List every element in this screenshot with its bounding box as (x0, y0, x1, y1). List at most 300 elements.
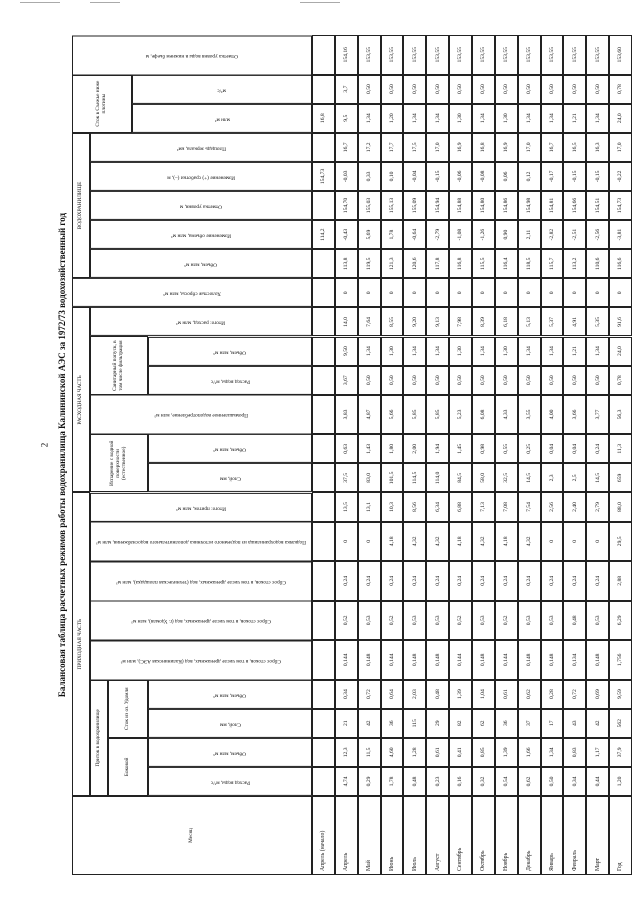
table-cell (312, 434, 335, 463)
table-cell: 56,3 (609, 395, 632, 435)
table-cell: 1,20 (381, 104, 404, 133)
table-cell: 1,30 (495, 104, 518, 133)
lateral-header: Боковой (108, 738, 148, 796)
table-cell: 0,144 (495, 640, 518, 680)
table-cell: 0,12 (518, 162, 541, 191)
table-cell: 0 (586, 278, 609, 307)
table-cell: 0 (586, 522, 609, 562)
table-cell: 154,73 (609, 191, 632, 220)
table-cell: 0,24 (335, 561, 358, 601)
table-cell: 0,85 (472, 738, 495, 767)
table-cell: 0,50 (426, 75, 449, 104)
table-cell (312, 561, 335, 601)
table-cell: 154,73 (312, 162, 335, 191)
table-cell: 0,144 (381, 640, 404, 680)
evaporation-group-header: Испарение с водной поверхности (естественное) (90, 434, 148, 492)
table-cell: 116,4 (495, 249, 518, 278)
table-cell: -0,22 (609, 162, 632, 191)
table-cell: 82 (449, 709, 472, 738)
table-cell: 0,54 (495, 767, 518, 796)
table-cell: 153,55 (449, 35, 472, 75)
table-cell: 0,44 (586, 767, 609, 796)
table-cell: 0,10 (381, 162, 404, 191)
row-month-label: Февраль (563, 796, 586, 875)
table-cell: 9,50 (335, 337, 358, 366)
table-cell: 11,5 (358, 738, 381, 767)
table-cell: 0,29 (358, 767, 381, 796)
table-cell: 0,148 (472, 640, 495, 680)
table-cell: 1,43 (358, 434, 381, 463)
table-cell: 0,63 (335, 434, 358, 463)
table-cell: 36 (495, 709, 518, 738)
table-cell: 5,23 (449, 395, 472, 435)
table-cell: 153,55 (563, 35, 586, 75)
table-cell: 16,3 (586, 133, 609, 162)
lake-flow-header: Сток из оз. Удомля (108, 680, 148, 738)
table-cell: 115,5 (472, 249, 495, 278)
row-month-label: Май (358, 796, 381, 875)
discharge-aes-header: Сброс стоков, в том числе дренажных, вод (Калининская АЭС), млн м³ (90, 640, 312, 680)
table-cell: 7,08 (495, 492, 518, 521)
table-cell: 42 (358, 709, 381, 738)
table-cell: 2,79 (586, 492, 609, 521)
table-cell: 3,67 (335, 366, 358, 395)
table-cell: 0,48 (426, 680, 449, 709)
table-cell: 0,53 (472, 601, 495, 641)
table-cell: 0,50 (403, 75, 426, 104)
table-cell (312, 278, 335, 307)
dam-v-header: млн м³ (132, 104, 312, 133)
table-cell: 153,55 (586, 35, 609, 75)
table-cell: 1,66 (518, 738, 541, 767)
table-cell: 120,6 (403, 249, 426, 278)
table-cell: 9,13 (426, 307, 449, 336)
table-cell: 9,5 (335, 104, 358, 133)
table-cell: 4,74 (335, 767, 358, 796)
table-cell: 4,32 (518, 522, 541, 562)
table-cell (312, 307, 335, 336)
table-cell: 4,18 (495, 522, 518, 562)
table-cell: 154,88 (449, 191, 472, 220)
table-cell: 84,5 (449, 463, 472, 492)
table-cell: -2,82 (541, 220, 564, 249)
idle-spill-header: Холостые сбросы, млн м³ (72, 278, 312, 307)
table-cell: 1,78 (381, 767, 404, 796)
table-cell: 16,8 (472, 133, 495, 162)
table-cell: 1,34 (541, 104, 564, 133)
table-cell: 1,45 (449, 434, 472, 463)
table-cell: 0,72 (358, 680, 381, 709)
table-cell: 14,0 (335, 307, 358, 336)
table-cell: 114,5 (403, 463, 426, 492)
table-cell: 0,61 (426, 738, 449, 767)
table-cell: 0 (403, 278, 426, 307)
row-month-label: Сентябрь (449, 796, 472, 875)
table-cell: 114,0 (426, 463, 449, 492)
table-cell: 0 (358, 522, 381, 562)
table-cell: 0 (563, 522, 586, 562)
table-cell: 153,55 (541, 35, 564, 75)
table-cell: 10,3 (381, 492, 404, 521)
table-cell: 8,55 (381, 307, 404, 336)
table-cell: 1,80 (381, 434, 404, 463)
sanitary-v-header: Объем, млн м³ (148, 337, 312, 366)
table-cell: 1,34 (358, 104, 381, 133)
table-cell: 1,20 (609, 767, 632, 796)
table-cell: 1,34 (426, 337, 449, 366)
table-cell: 29 (426, 709, 449, 738)
sanitary-group-header: Санитарный попуск, в том числе фильтрация (90, 337, 148, 395)
table-cell: 5,69 (358, 220, 381, 249)
table-cell: 5,35 (586, 307, 609, 336)
table-cell: 1,17 (586, 738, 609, 767)
table-cell: 153,55 (358, 35, 381, 75)
table-cell: 0,48 (403, 767, 426, 796)
table-cell (312, 249, 335, 278)
table-cell: 0,41 (449, 738, 472, 767)
table-cell: 0 (541, 522, 564, 562)
table-cell: 1,756 (609, 640, 632, 680)
table-cell (312, 75, 335, 104)
feed-header: Подкачка водохранилища из подземного источника дополнительного водоснабжения, млн м³ (90, 522, 312, 562)
table-cell: 0 (381, 278, 404, 307)
lake-runoff-header: Слой, мм (148, 709, 312, 738)
table-cell: 118,5 (518, 249, 541, 278)
table-cell: -0,04 (403, 162, 426, 191)
table-cell: 0,90 (495, 220, 518, 249)
table-cell: 7,13 (472, 492, 495, 521)
table-cell: 1,04 (472, 680, 495, 709)
table-cell: 0,55 (495, 434, 518, 463)
table-cell: 4,60 (381, 738, 404, 767)
table-cell: 12,3 (335, 738, 358, 767)
table-cell: 110,6 (586, 249, 609, 278)
table-cell: 37,9 (609, 738, 632, 767)
table-cell: 0,24 (586, 434, 609, 463)
table-cell: 1,34 (518, 104, 541, 133)
table-cell: 0,53 (541, 601, 564, 641)
table-cell: 0,24 (586, 561, 609, 601)
table-cell: 659 (609, 463, 632, 492)
table-cell: 0,48 (563, 601, 586, 641)
table-cell: 1,94 (426, 434, 449, 463)
table-cell (312, 601, 335, 641)
table-cell: 0,52 (495, 601, 518, 641)
table-cell (312, 463, 335, 492)
table-cell: 0,50 (381, 366, 404, 395)
table-cell: 9,20 (403, 307, 426, 336)
table-cell: 0,62 (518, 680, 541, 709)
table-cell: 0 (495, 278, 518, 307)
table-cell: 3,66 (563, 395, 586, 435)
table-cell: 1,21 (563, 104, 586, 133)
table-cell: 101,5 (381, 463, 404, 492)
table-cell: 0,53 (403, 601, 426, 641)
table-cell: 0,50 (472, 75, 495, 104)
table-cell: 154,98 (518, 191, 541, 220)
industrial-header: Промышленное водопотребление, млн м³ (90, 395, 312, 435)
table-cell: 155,09 (403, 191, 426, 220)
table-cell: 153,55 (518, 35, 541, 75)
table-cell: -0,06 (449, 162, 472, 191)
month-header: Месяц (72, 796, 312, 875)
table-cell: 6,18 (495, 307, 518, 336)
table-cell: 5,66 (381, 395, 404, 435)
table-cell: 0,34 (563, 767, 586, 796)
table-cell: -0,15 (563, 162, 586, 191)
row-month-label: Октябрь (472, 796, 495, 875)
table-cell: 0,50 (586, 366, 609, 395)
table-cell: 154,16 (335, 35, 358, 75)
table-cell: 2,03 (403, 680, 426, 709)
table-cell: 154,94 (426, 191, 449, 220)
table-cell (312, 738, 335, 767)
dam-group-header: Сток в Съежье ниже плотины (72, 75, 132, 133)
table-cell: 1,34 (358, 337, 381, 366)
table-cell: 2,11 (518, 220, 541, 249)
table-cell: 1,21 (563, 337, 586, 366)
table-cell: 0,50 (495, 75, 518, 104)
table-cell: 0,50 (403, 366, 426, 395)
inflow-total-header: Итого: приток, млн м³ (90, 492, 312, 521)
table-cell: -0,15 (586, 162, 609, 191)
table-cell: 37,5 (335, 463, 358, 492)
table-cell: 0,78 (609, 366, 632, 395)
table-cell: 0 (358, 278, 381, 307)
table-cell: 119,5 (358, 249, 381, 278)
table-cell: 0,148 (586, 640, 609, 680)
table-cell: -0,64 (403, 220, 426, 249)
table-cell: 13,1 (358, 492, 381, 521)
table-cell: 0,24 (358, 561, 381, 601)
table-cell: 3,83 (335, 395, 358, 435)
table-cell: 0,06 (495, 162, 518, 191)
table-cell: 5,37 (541, 307, 564, 336)
table-cell: 1,30 (381, 337, 404, 366)
volume-header: Объем, млн м³ (90, 249, 312, 278)
table-cell: 121,3 (381, 249, 404, 278)
inflow-part-header: ПРИХОДНАЯ ЧАСТЬ (72, 492, 90, 796)
table-cell: 3,77 (586, 395, 609, 435)
table-cell: 0,50 (426, 366, 449, 395)
table-cell: 7,98 (449, 307, 472, 336)
table-cell: 153,55 (381, 35, 404, 75)
table-cell: -1,26 (472, 220, 495, 249)
table-cell: 0,24 (541, 561, 564, 601)
table-cell: 115,7 (541, 249, 564, 278)
row-month-label: Год (609, 796, 632, 875)
table-cell (312, 522, 335, 562)
table-cell: 4,00 (541, 395, 564, 435)
table-cell: 0,62 (518, 767, 541, 796)
table-cell: 0,50 (563, 366, 586, 395)
table-cell: 16,8 (312, 104, 335, 133)
table-cell (312, 191, 335, 220)
table-cell: 153,55 (403, 35, 426, 75)
row-month-label: Март (586, 796, 609, 875)
table-cell: 116,8 (449, 249, 472, 278)
table-cell: 42 (586, 709, 609, 738)
evaporation-mm-header: Слой, мм (148, 463, 312, 492)
table-cell: 1,39 (449, 680, 472, 709)
table-cell: 154,81 (541, 191, 564, 220)
table-cell: 4,32 (472, 522, 495, 562)
table-cell: 16,7 (335, 133, 358, 162)
table-cell: -0,03 (335, 162, 358, 191)
table-cell: 2,88 (609, 561, 632, 601)
table-cell (312, 337, 335, 366)
table-cell: 0,64 (381, 680, 404, 709)
table-cell: 0,24 (472, 561, 495, 601)
table-cell: 0,24 (426, 561, 449, 601)
table-cell: 0,148 (403, 640, 426, 680)
table-cell: 2,56 (541, 492, 564, 521)
table-cell: 32,5 (495, 463, 518, 492)
balance-table (72, 35, 632, 875)
table-cell (312, 709, 335, 738)
table-cell: 0 (609, 278, 632, 307)
table-cell: 0,69 (586, 680, 609, 709)
row-month-label: Декабрь (518, 796, 541, 875)
table-cell: -3,81 (609, 220, 632, 249)
table-cell: 113,2 (563, 249, 586, 278)
table-cell: 5,85 (403, 395, 426, 435)
table-cell (312, 35, 335, 75)
table-cell: 2,3 (541, 463, 564, 492)
table-cell: 0,148 (426, 640, 449, 680)
table-cell: 4,87 (358, 395, 381, 435)
table-cell: 4,33 (495, 395, 518, 435)
table-cell: 1,34 (541, 337, 564, 366)
table-cell: 0,53 (358, 601, 381, 641)
table-cell: 0,04 (541, 434, 564, 463)
table-cell: 5,85 (426, 395, 449, 435)
lateral-v-header: Объем, млн м³ (148, 738, 312, 767)
table-cell: 3,55 (518, 395, 541, 435)
table-cell (312, 767, 335, 796)
table-cell: 0,144 (449, 640, 472, 680)
row-month-label: Январь (541, 796, 564, 875)
table-cell: 0,28 (541, 680, 564, 709)
table-cell: -1,08 (449, 220, 472, 249)
table-cell: 0,148 (541, 640, 564, 680)
table-cell: 1,30 (449, 104, 472, 133)
table-cell: 0,50 (541, 767, 564, 796)
table-cell: 0,24 (518, 561, 541, 601)
row-month-label: Апрель (335, 796, 358, 875)
table-cell: 4,32 (403, 522, 426, 562)
table-cell: -0,43 (335, 220, 358, 249)
table-cell: 6,29 (609, 601, 632, 641)
downstream-level-header: Отметка уровня воды в нижнем бьефе, м (72, 35, 312, 75)
table-cell: 154,66 (563, 191, 586, 220)
table-cell: -2,56 (586, 220, 609, 249)
table-cell: 21 (335, 709, 358, 738)
table-cell: 0,50 (541, 75, 564, 104)
document-title: Балансовая таблица расчетных режимов работы водохранилища Калининской АЭС за 1972/73 водохозяйственный год (57, 212, 67, 698)
table-cell: 17,7 (381, 133, 404, 162)
table-cell: 2,00 (403, 434, 426, 463)
table-cell: 1,39 (495, 738, 518, 767)
table-cell: 4,32 (426, 522, 449, 562)
table-cell: 153,55 (472, 35, 495, 75)
table-cell: 0,24 (495, 561, 518, 601)
table-cell: 0 (563, 278, 586, 307)
table-cell: 562 (609, 709, 632, 738)
table-cell: 0,34 (335, 680, 358, 709)
table-cell (312, 133, 335, 162)
level-change-header: Изменение (+) сработки (–), м (90, 162, 312, 191)
table-cell: 1,34 (541, 738, 564, 767)
table-cell: 0 (518, 278, 541, 307)
table-cell: -2,79 (426, 220, 449, 249)
table-cell: 154,51 (586, 191, 609, 220)
table-cell: 13,5 (335, 492, 358, 521)
rotated-document (52, 35, 640, 875)
table-cell: 37 (518, 709, 541, 738)
table-cell: 14,5 (518, 463, 541, 492)
table-cell: 17 (541, 709, 564, 738)
table-cell: 83,0 (358, 463, 381, 492)
row-month-label: Июнь (381, 796, 404, 875)
table-cell: 1,78 (381, 220, 404, 249)
table-cell: 16,9 (495, 133, 518, 162)
table-cell: 11,3 (609, 434, 632, 463)
table-cell: 154,70 (335, 191, 358, 220)
table-cell: 4,18 (381, 522, 404, 562)
table-cell: 8,56 (403, 492, 426, 521)
discharge-tech-header: Сброс стоков, в том числе дренажных, вод (техническая площадка), млн м³ (90, 561, 312, 601)
outflow-total-header: Итого: расход, млн м³ (90, 307, 312, 336)
table-cell: 1,34 (586, 337, 609, 366)
volume-change-header: Изменение объема, млн м³ (90, 220, 312, 249)
table-cell: 0,24 (563, 561, 586, 601)
table-cell: 0,148 (518, 640, 541, 680)
table-cell: 16,9 (449, 133, 472, 162)
row-month-label: Июль (403, 796, 426, 875)
table-cell: 0,72 (563, 680, 586, 709)
lateral-q-header: Расход воды, м³/с (148, 767, 312, 796)
table-cell: 0,50 (495, 366, 518, 395)
sanitary-q-header: Расход воды, м³/с (148, 366, 312, 395)
row-month-label: Апрель (начало) (312, 796, 335, 875)
table-cell: 0 (335, 278, 358, 307)
table-cell: 4,91 (563, 307, 586, 336)
table-cell: 36 (381, 709, 404, 738)
table-cell: 153,60 (609, 35, 632, 75)
table-cell: 0,50 (518, 366, 541, 395)
dam-q-header: м³/с (132, 75, 312, 104)
table-cell: 16,5 (563, 133, 586, 162)
table-cell: 153,55 (495, 35, 518, 75)
table-cell: 153,55 (426, 35, 449, 75)
table-cell: 62 (472, 709, 495, 738)
table-cell (312, 640, 335, 680)
table-cell: 0,25 (518, 434, 541, 463)
table-cell: 0,24 (449, 561, 472, 601)
table-cell: 0,50 (518, 75, 541, 104)
table-cell (312, 395, 335, 435)
table-cell: 155,13 (381, 191, 404, 220)
table-cell: 154,80 (472, 191, 495, 220)
table-cell: 0,52 (449, 601, 472, 641)
table-cell: 0,61 (495, 680, 518, 709)
table-cell: 1,34 (472, 337, 495, 366)
table-cell: 0,53 (518, 601, 541, 641)
table-cell: -2,51 (563, 220, 586, 249)
table-cell: 4,18 (449, 522, 472, 562)
row-month-label: Ноябрь (495, 796, 518, 875)
